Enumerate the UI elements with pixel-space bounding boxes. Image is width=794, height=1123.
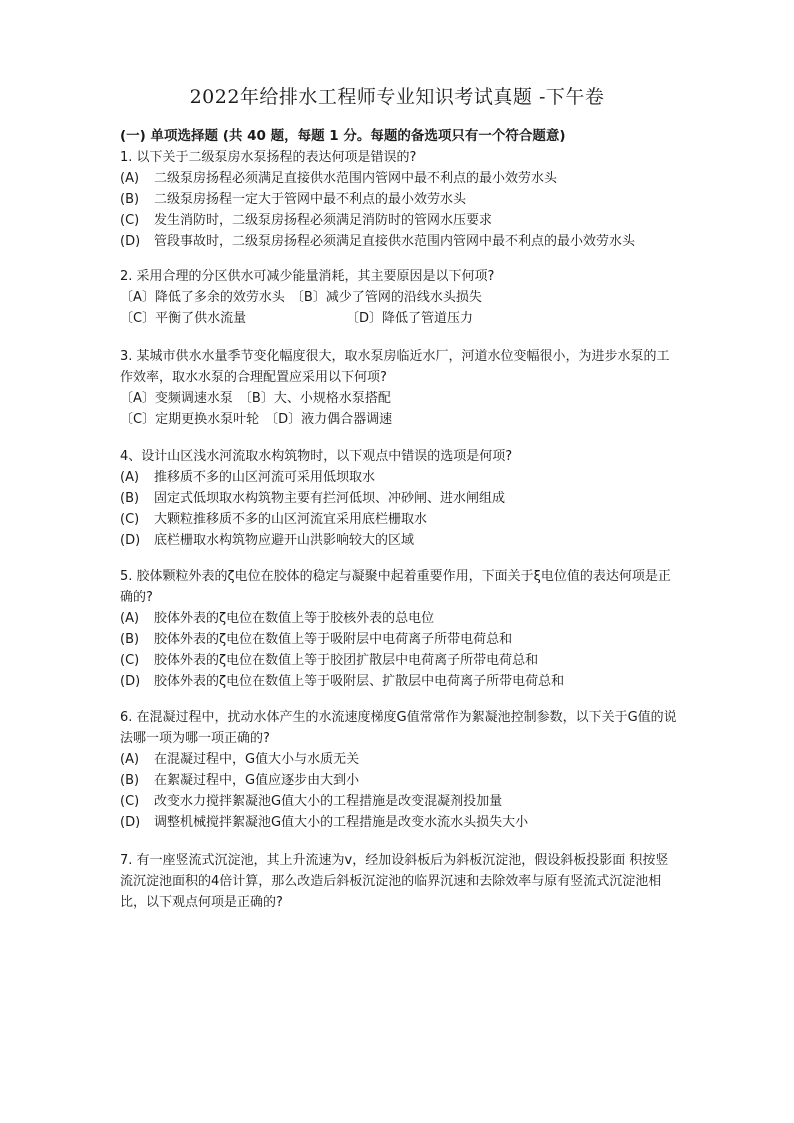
option-text: 胶体外表的ζ电位在数值上等于吸附层中电荷离子所带电荷总和 — [154, 632, 513, 647]
option-label: (B) — [120, 491, 140, 506]
option-c — [120, 509, 680, 530]
option-a — [120, 749, 680, 770]
option-label: (D) — [120, 815, 141, 830]
option-d — [120, 530, 680, 551]
option-label: (C) — [120, 213, 140, 228]
option-label: (A) — [120, 171, 140, 186]
option-label: (B) — [120, 773, 140, 788]
option-label: (B) — [120, 632, 140, 647]
question-7 — [120, 850, 680, 913]
option-b: 〔B〕减少了管网的沿线水头损失 — [290, 290, 482, 305]
question-6 — [120, 707, 680, 833]
option-a: 〔A〕变频调速水泵 — [120, 391, 233, 406]
option-text: 胶体外表的ζ电位在数值上等于胶团扩散层中电荷离子所带电荷总和 — [154, 653, 539, 668]
option-label: (D) — [120, 674, 141, 689]
option-text: 发生消防时，二级泵房扬程必须满足消防时的管网水压要求 — [154, 213, 493, 228]
question-2 — [120, 266, 680, 329]
option-label: (A) — [120, 611, 140, 626]
option-b — [120, 189, 680, 210]
option-label: (C) — [120, 653, 140, 668]
option-text: 底栏栅取水构筑物应避开山洪影响较大的区域 — [154, 533, 415, 548]
option-c — [120, 210, 680, 231]
option-c: 〔C〕平衡了供水流量 — [120, 311, 247, 326]
option-a: 〔A〕降低了多余的效劳水头 — [120, 290, 285, 305]
question-stem: 6. 在混凝过程中，扰动水体产生的水流速度梯度G值常常作为絮凝池控制参数，以下关于G值的说法哪一项为哪一项正确的? — [120, 710, 677, 746]
option-row — [120, 308, 680, 329]
option-b — [120, 629, 680, 650]
option-label: (D) — [120, 234, 141, 249]
question-stem: 3. 某城市供水水量季节变化幅度很大，取水泵房临近水厂，河道水位变幅很小，为进步水泵的工作效率，取水水泵的合理配置应采用以下何项? — [120, 349, 670, 385]
option-a — [120, 467, 680, 488]
question-1 — [120, 147, 680, 252]
option-text: 大颗粒推移质不多的山区河流宜采用底栏栅取水 — [154, 512, 428, 527]
option-c — [120, 650, 680, 671]
option-d — [120, 231, 680, 252]
option-text: 调整机械搅拌絮凝池G值大小的工程措施是改变水流水头损失大小 — [154, 815, 529, 830]
option-a — [120, 608, 680, 629]
option-row — [120, 388, 680, 409]
option-b: 〔B〕大、小规格水泵搭配 — [238, 391, 391, 406]
question-4 — [120, 446, 680, 551]
option-a — [120, 168, 680, 189]
option-label: (C) — [120, 794, 140, 809]
option-text: 胶体外表的ζ电位在数值上等于胶核外表的总电位 — [154, 611, 435, 626]
question-stem: 1. 以下关于二级泵房水泵扬程的表达何项是错误的? — [120, 150, 417, 165]
option-text: 二级泵房扬程一定大于管网中最不利点的最小效劳水头 — [154, 192, 467, 207]
option-d — [120, 671, 680, 692]
option-text: 在混凝过程中，G值大小与水质无关 — [154, 752, 360, 767]
question-3 — [120, 346, 680, 430]
option-label: (D) — [120, 533, 141, 548]
option-text: 改变水力搅拌絮凝池G值大小的工程措施是改变混凝剂投加量 — [154, 794, 503, 809]
option-label: (A) — [120, 752, 140, 767]
option-d: 〔D〕液力偶合器调速 — [265, 412, 393, 427]
question-stem: 4、设计山区浅水河流取水构筑物时，以下观点中错误的选项是何项? — [120, 449, 513, 464]
question-stem: 2. 采用合理的分区供水可减少能量消耗，其主要原因是以下何项? — [120, 269, 495, 284]
option-d: 〔D〕降低了管道压力 — [346, 311, 474, 326]
option-c: 〔C〕定期更换水泵叶轮 — [120, 412, 260, 427]
option-text: 推移质不多的山区河流可采用低坝取水 — [154, 470, 376, 485]
option-text: 管段事故时，二级泵房扬程必须满足直接供水范围内管网中最不利点的最小效劳水头 — [154, 234, 636, 249]
option-text: 二级泵房扬程必须满足直接供水范围内管网中最不利点的最小效劳水头 — [154, 171, 558, 186]
option-b — [120, 770, 680, 791]
option-text: 固定式低坝取水构筑物主要有拦河低坝、冲砂闸、进水闸组成 — [154, 491, 506, 506]
section-heading: (一) 单项选择题 (共 40 题，每题 1 分。每题的备选项只有一个符合题意) — [120, 128, 566, 144]
option-label: (A) — [120, 470, 140, 485]
option-text: 胶体外表的ζ电位在数值上等于吸附层、扩散层中电荷离子所带电荷总和 — [154, 674, 565, 689]
option-c — [120, 791, 680, 812]
question-5 — [120, 566, 680, 692]
option-label: (B) — [120, 192, 140, 207]
question-stem: 7. 有一座竖流式沉淀池，其上升流速为v，经加设斜板后为斜板沉淀池，假设斜板投影面 积按竖流沉淀池面积的4倍计算，那么改造后斜板沉淀池的临界沉速和去除效率与原有竖流式沉淀池相比，以下观点何项是正确的? — [120, 853, 669, 910]
document-title: 2022年给排水工程师专业知识考试真题 -下午卷 — [189, 86, 605, 108]
option-label: (C) — [120, 512, 140, 527]
option-d — [120, 812, 680, 833]
option-b — [120, 488, 680, 509]
question-stem: 5. 胶体颗粒外表的ζ电位在胶体的稳定与凝聚中起着重要作用，下面关于ξ电位值的表达何项是正确的? — [120, 569, 671, 605]
option-row — [120, 287, 680, 308]
option-row — [120, 409, 680, 430]
option-text: 在絮凝过程中，G值应逐步由大到小 — [154, 773, 360, 788]
